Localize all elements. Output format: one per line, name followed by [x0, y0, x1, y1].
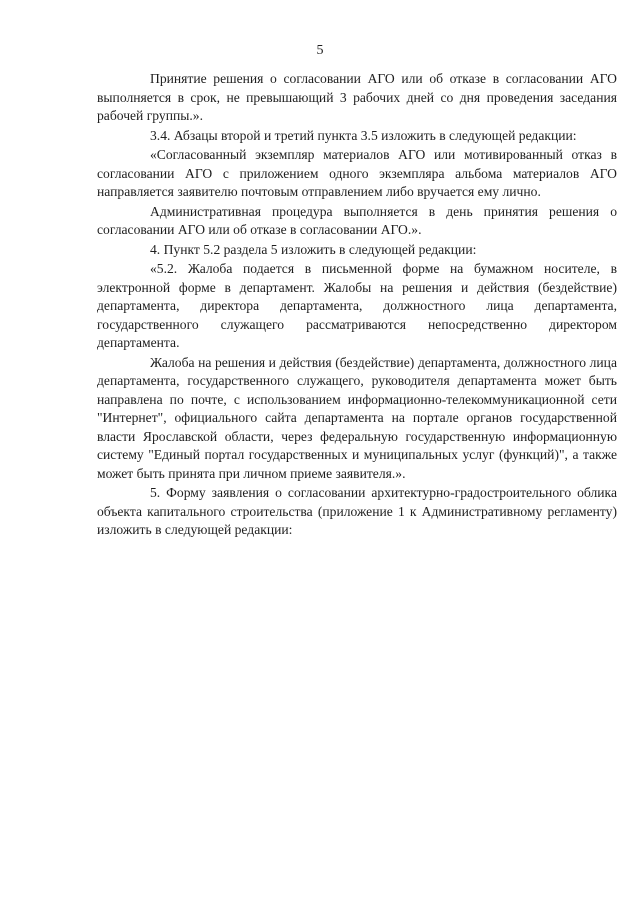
- paragraph-admin-procedure: Административная процедура выполняется в день принятия решения о согласовании АГО или об отказе в согласовании АГО.».: [97, 203, 617, 237]
- document-body: [97, 70, 617, 541]
- page-number: 5: [316, 43, 324, 58]
- paragraph-decision-deadline: Принятие решения о согласовании АГО или об отказе в согласовании АГО выполняется в срок, не превышающий 3 рабочих дней со дня проведения заседания рабочей группы.».: [97, 71, 617, 123]
- paragraph-item-3-4: 3.4. Абзацы второй и третий пункта 3.5 изложить в следующей редакции:: [150, 127, 577, 143]
- paragraph-item-4: 4. Пункт 5.2 раздела 5 изложить в следующей редакции:: [150, 241, 477, 257]
- paragraph-item-5: 5. Форму заявления о согласовании архитектурно-градостроительного облика объекта капитального строительства (приложение 1 к Административному регламенту) изложить в следующей редакции:: [97, 485, 617, 537]
- paragraph-approved-copy: «Согласованный экземпляр материалов АГО или мотивированный отказ в согласовании АГО с приложением одного экземпляра альбома материалов АГО направляется заявителю почтовым отправлением либо вручается ему лично.: [97, 147, 617, 199]
- paragraph-complaint-5-2: «5.2. Жалоба подается в письменной форме на бумажном носителе, в электронной форме в департамент. Жалобы на решения и действия (бездействие) департамента, директора департамента, должностного лица департамента, государственного служащего рассматриваются непосредственно директором департамента.: [97, 261, 617, 350]
- paragraph-complaint-channels: Жалоба на решения и действия (бездействие) департамента, должностного лица департамента, государственного служащего, руководителя департамента может быть направлена по почте, с использованием информационно-телекоммуникационной сети "Интернет", официального сайта департамента на портале органов государственной власти Ярославской области, через федеральную государственную информационную систему "Единый портал государственных и муниципальных услуг (функций)", а также может быть принята при личном приеме заявителя.».: [97, 354, 617, 481]
